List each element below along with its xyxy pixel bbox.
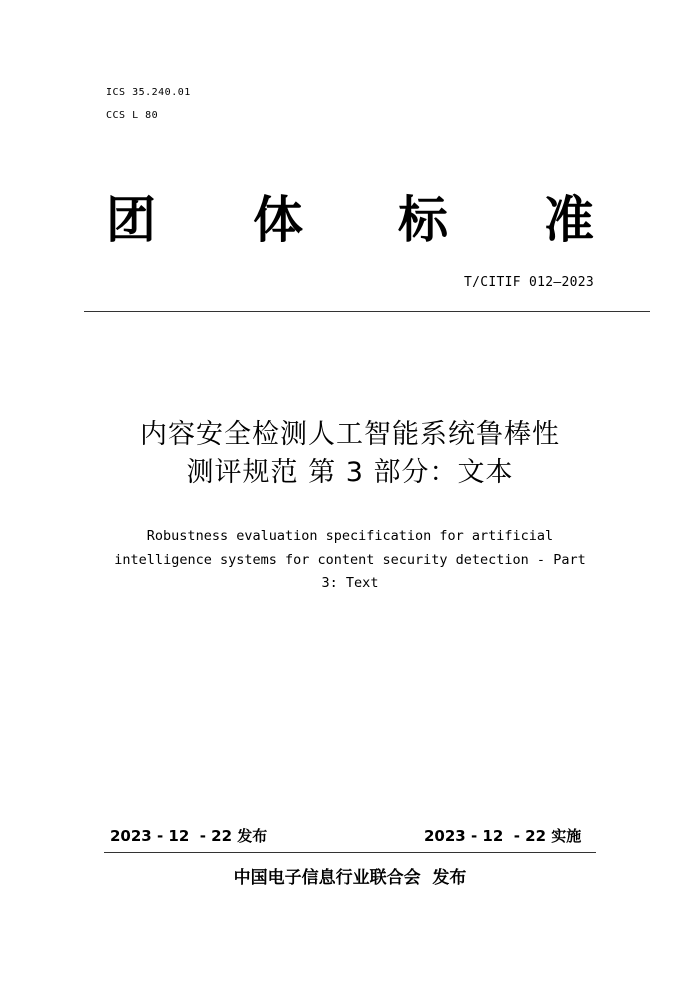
english-title-line-1: Robustness evaluation specification for artificial: [146, 528, 554, 544]
doc-type-char-2: 体: [253, 190, 303, 249]
doc-type-char-1: 团: [106, 190, 156, 249]
standard-number: T/CITIF 012—2023: [463, 275, 594, 290]
implement-date: 2023 - 12 - 22 实施: [424, 827, 582, 845]
ics-code: ICS 35.240.01: [106, 87, 191, 98]
chinese-title-line-1: 内容安全检测人工智能系统鲁棒性: [140, 419, 560, 450]
top-divider: [84, 311, 650, 312]
english-title-line-2: intelligence systems for content security detection - Part: [114, 552, 586, 568]
publisher: 中国电子信息行业联合会 发布: [233, 868, 467, 888]
doc-type-char-4: 准: [544, 190, 594, 249]
english-title-line-3: 3: Text: [321, 575, 379, 591]
ccs-code: CCS L 80: [106, 110, 159, 121]
bottom-divider: [104, 852, 596, 853]
chinese-title-line-2: 测评规范 第 3 部分：文本: [186, 457, 514, 488]
doc-type-char-3: 标: [398, 190, 448, 249]
publish-date: 2023 - 12 - 22 发布: [110, 827, 268, 845]
